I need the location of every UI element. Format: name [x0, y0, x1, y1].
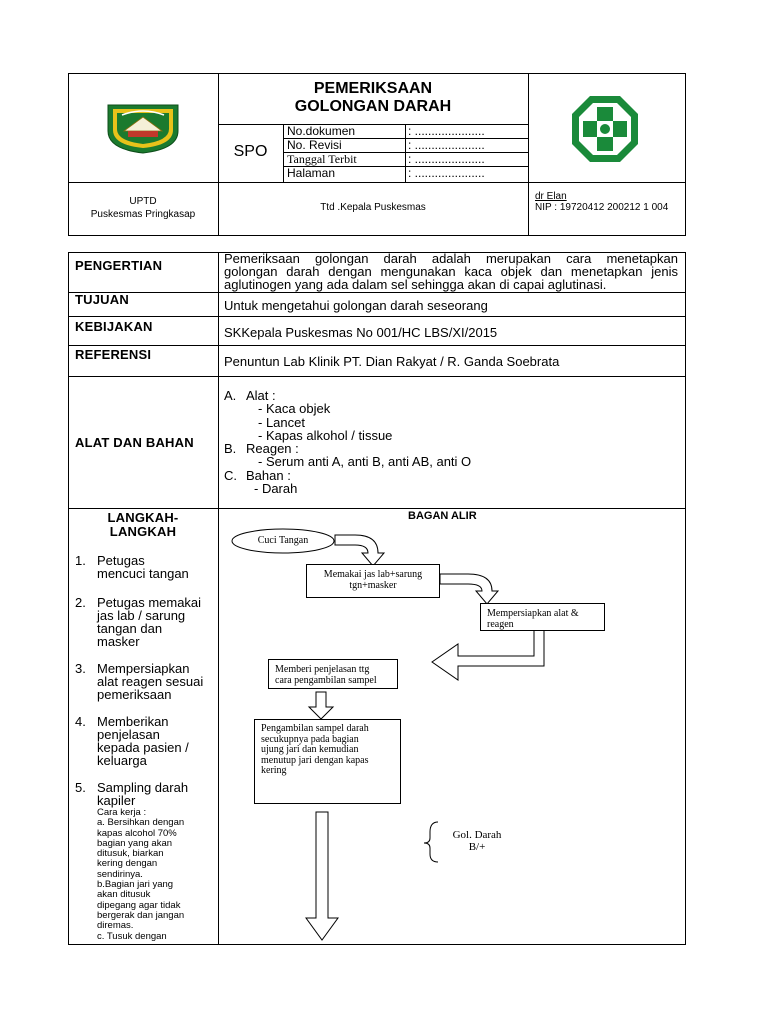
step-number: 3.: [75, 661, 86, 676]
step-line: penjelasan: [97, 727, 160, 742]
cara-line: bagian yang akan: [97, 837, 173, 849]
text-line: Pemeriksaan golongan darah adalah merupakan cara menetapkan: [224, 251, 678, 266]
doc-label: Halaman: [287, 166, 336, 180]
flow-node-memakai-jas: [306, 564, 440, 598]
unit-line: Puskesmas Pringkasap: [90, 209, 196, 220]
list-subitem: - Kaca objek: [258, 401, 331, 417]
down-arrow-icon: [309, 692, 333, 719]
cara-line: kering dengan: [97, 858, 158, 870]
node-line: Mempersiapkan alat &: [487, 608, 579, 619]
step-number: 5.: [75, 780, 86, 795]
step-line: kapiler: [97, 793, 136, 808]
unit-line: UPTD: [129, 196, 157, 207]
step-line: Mempersiapkan: [97, 661, 190, 676]
node-line: menutup jari dengan kapas: [261, 754, 369, 766]
bagan-title: BAGAN ALIR: [408, 510, 477, 522]
list-subitem: - Kapas alkohol / tissue: [258, 427, 393, 443]
cara-line: c. Tusuk dengan: [97, 930, 167, 942]
doc-value: : .....................: [408, 124, 485, 138]
title-line: LANGKAH: [109, 524, 177, 539]
list-title: Reagen :: [246, 441, 299, 457]
list-title: Bahan :: [246, 467, 291, 483]
left-arrow-icon: [432, 630, 544, 680]
curved-arrow-icon: [440, 574, 498, 604]
doc-value: : .....................: [408, 166, 485, 180]
list-marker: A.: [224, 388, 237, 403]
node-line: secukupnya pada bagian: [261, 733, 359, 745]
text-line: golongan darah dengan mengunakan kaca objek dan menetapkan jenis: [224, 264, 678, 279]
node-line: Memakai jas lab+sarung: [323, 569, 423, 580]
title-line: GOLONGAN DARAH: [294, 98, 452, 115]
curved-arrow-icon: [335, 535, 384, 566]
cara-line: dipegang agar tidak: [97, 899, 181, 911]
cara-line: Cara kerja :: [97, 807, 147, 818]
referensi-text: Penuntun Lab Klinik PT. Dian Rakyat / R. Ganda Soebrata: [224, 354, 560, 369]
doctor-name: dr Elan: [535, 191, 567, 202]
step-line: tangan dan: [97, 621, 163, 636]
flow-node-pengambilan: [254, 719, 401, 804]
list-subitem: - Darah: [254, 481, 298, 497]
cara-line: kapas alcohol 70%: [97, 827, 177, 839]
node-line: ujung jari dan kemudian: [261, 744, 359, 755]
section-label-referensi: REFERENSI: [75, 347, 152, 362]
step-line: Memberikan: [97, 714, 169, 729]
spo-label: SPO: [233, 143, 268, 160]
flow-node-persiapan-alat: [480, 603, 605, 631]
section-label-kebijakan: KEBIJAKAN: [75, 319, 153, 334]
cara-line: a. Bersihkan dengan: [97, 817, 185, 829]
title-line: PEMERIKSAAN: [313, 80, 433, 97]
title-line: LANGKAH-: [107, 510, 179, 525]
step-line: alat reagen sesuai: [97, 674, 204, 689]
step-number: 2.: [75, 595, 86, 610]
doc-label: Tanggal Terbit: [287, 152, 357, 166]
down-arrow-icon: [306, 812, 338, 940]
cara-line: ditusuk, biarkan: [97, 848, 164, 860]
node-line: kering: [261, 765, 287, 776]
flow-node-penjelasan: [268, 659, 398, 689]
cara-line: b.Bagian jari yang: [97, 879, 174, 891]
step-line: Petugas memakai: [97, 595, 202, 610]
list-subitem: - Lancet: [258, 414, 305, 430]
doc-value: : .....................: [408, 152, 485, 166]
list-marker: B.: [224, 441, 237, 457]
label-line: Gol. Darah: [452, 829, 502, 841]
section-label-tujuan: TUJUAN: [75, 292, 129, 307]
tujuan-text: Untuk mengetahui golongan darah seseorang: [224, 298, 488, 313]
signature-label: Ttd .Kepala Puskesmas: [320, 202, 426, 213]
step-line: kepada pasien /: [97, 740, 189, 755]
step-line: mencuci tangan: [97, 566, 189, 581]
brace-icon: [424, 822, 438, 862]
doctor-nip: NIP : 19720412 200212 1 004: [535, 202, 669, 213]
step-number: 1.: [75, 553, 86, 568]
step-line: Petugas: [97, 553, 145, 568]
step-line: masker: [97, 634, 140, 649]
doc-label: No.dokumen: [287, 124, 356, 138]
step-line: pemeriksaan: [97, 687, 172, 702]
list-subitem: - Serum anti A, anti B, anti AB, anti O: [258, 454, 472, 470]
cara-line: bergerak dan jangan: [97, 909, 185, 921]
label-line: B/+: [468, 841, 486, 853]
cara-line: akan ditusuk: [97, 889, 151, 901]
section-label-pengertian: PENGERTIAN: [75, 258, 163, 273]
list-marker: C.: [224, 467, 237, 483]
kebijakan-text: SKKepala Puskesmas No 001/HC LBS/XI/2015: [224, 325, 498, 340]
text-line: aglutinogen yang ada dalam sel sehingga akan di capai aglutinasi.: [224, 277, 607, 292]
node-line: reagen: [487, 619, 514, 630]
gol-darah-label: [446, 829, 508, 853]
section-label-alat-bahan: ALAT DAN BAHAN: [75, 435, 194, 450]
cara-line: diremas.: [97, 920, 134, 932]
cara-line: sendirinya.: [97, 868, 143, 880]
node-line: cara pengambilan sampel: [275, 675, 377, 686]
node-line: Memberi penjelasan ttg: [275, 664, 370, 675]
step-line: keluarga: [97, 753, 147, 768]
flow-node-cuci-tangan: Cuci Tangan: [257, 535, 309, 546]
node-line: Pengambilan sampel darah: [261, 723, 369, 734]
list-title: Alat :: [246, 388, 276, 403]
step-number: 4.: [75, 714, 86, 729]
step-line: Sampling darah: [97, 780, 189, 795]
doc-label: No. Revisi: [287, 138, 342, 152]
step-line: jas lab / sarung: [97, 608, 186, 623]
node-line: tgn+masker: [349, 580, 397, 591]
doc-value: : .....................: [408, 138, 485, 152]
